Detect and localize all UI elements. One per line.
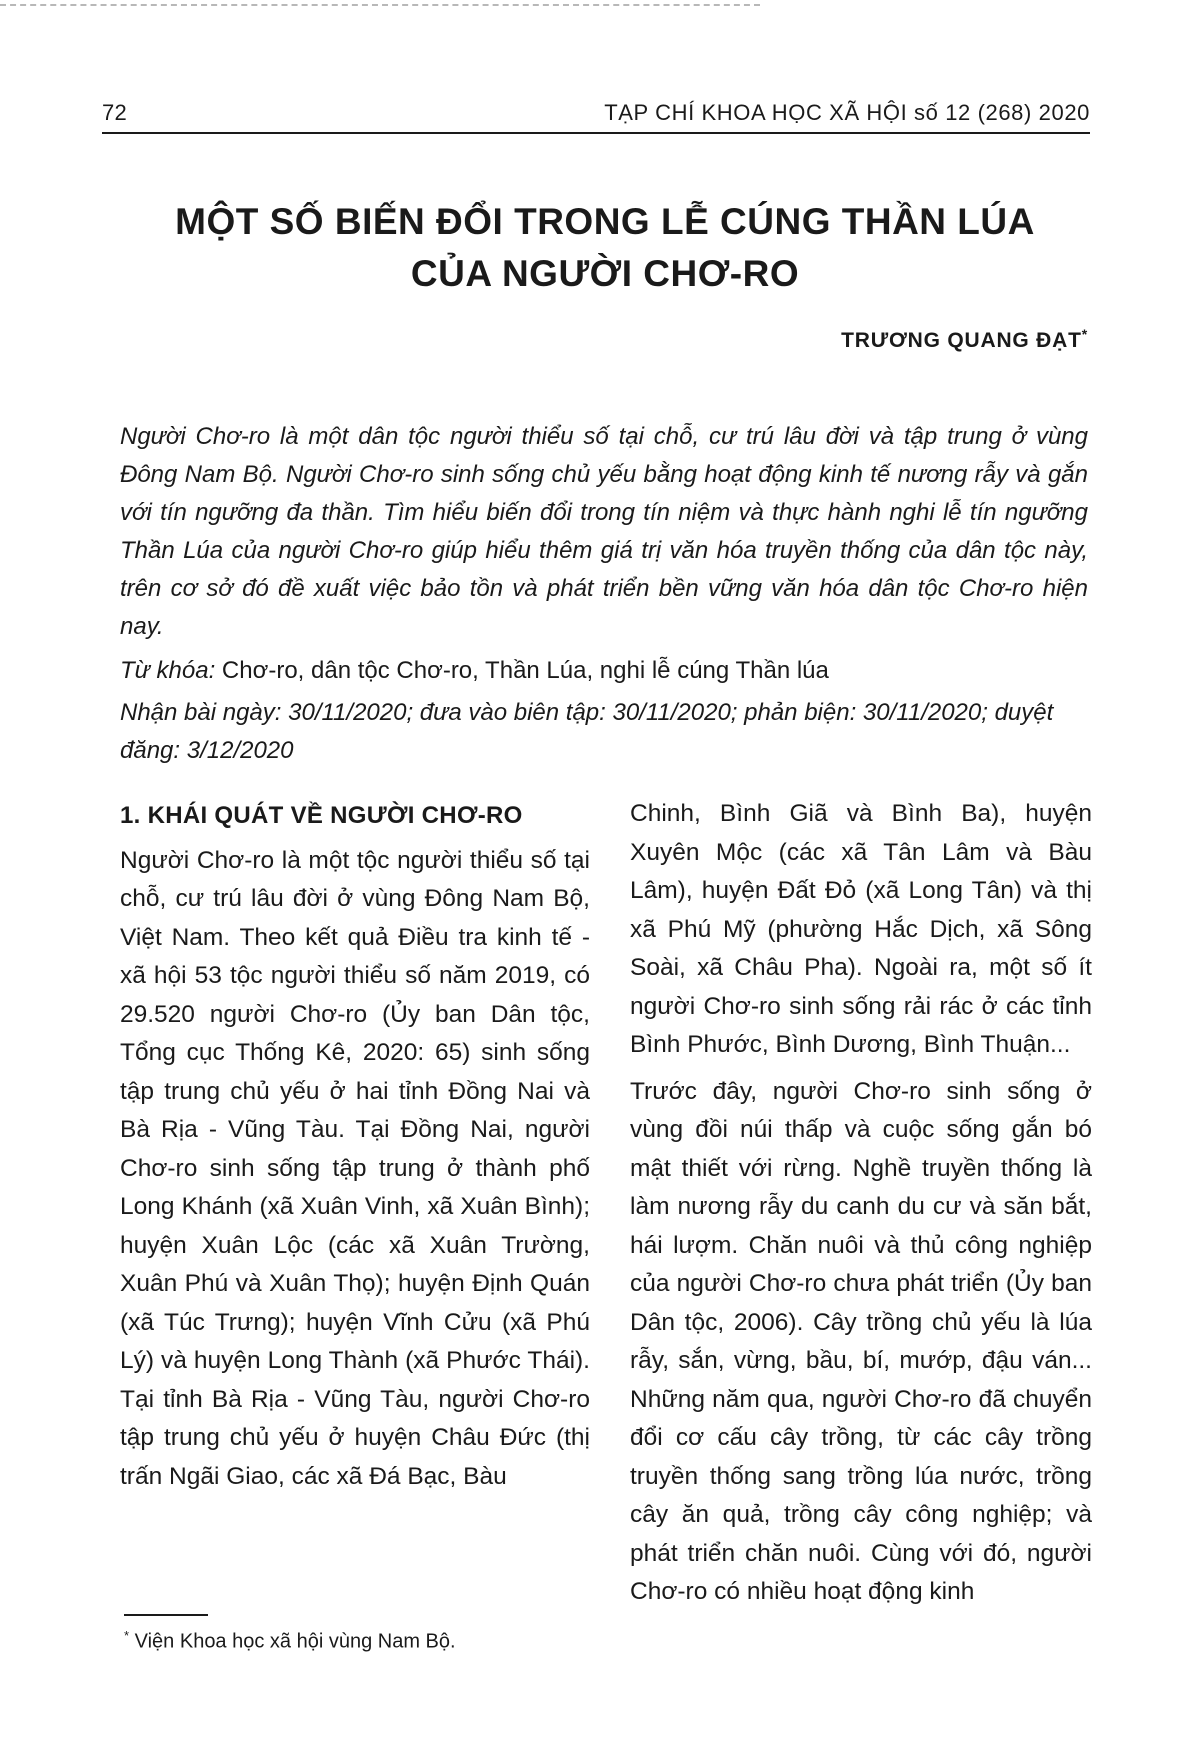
section-heading: 1. KHÁI QUÁT VỀ NGƯỜI CHƠ-RO — [120, 802, 523, 829]
title-line-1: MỘT SỐ BIẾN ĐỔI TRONG LỄ CÚNG THẦN LÚA — [175, 201, 1035, 242]
footnote-text: Viện Khoa học xã hội vùng Nam Bộ. — [134, 1630, 456, 1653]
scan-edge-dashes — [0, 4, 760, 6]
page-number: 72 — [102, 100, 128, 125]
author-name — [841, 326, 1088, 353]
body-paragraph: Chinh, Bình Giã và Bình Ba), huyện Xuyên Mộc (các xã Tân Lâm và Bàu Lâm), huyện Đất Đỏ (xã Long Tân) và thị xã Phú Mỹ (phường Hắc Dịch, xã Sông Soài, xã Châu Pha). Ngoài ra, một số ít người Chơ-ro sinh sống rải rác ở các tỉnh Bình Phước, Bình Dương, Bình Thuận... — [630, 800, 1092, 1058]
keywords — [120, 652, 1088, 690]
running-header — [102, 100, 1090, 126]
body-column-right — [630, 795, 1092, 1620]
journal-title: TẠP CHÍ KHOA HỌC XÃ HỘI số 12 (268) 2020 — [604, 100, 1090, 125]
body-column-left — [120, 797, 590, 1504]
footnote-rule — [124, 1614, 208, 1616]
footnote-mark: * — [124, 1628, 130, 1643]
submission-dates: Nhận bài ngày: 30/11/2020; đưa vào biên tập: 30/11/2020; phản biện: 30/11/2020; duyệt đăng: 3/12/2020 — [120, 699, 1054, 764]
abstract: Người Chơ-ro là một dân tộc người thiểu số tại chỗ, cư trú lâu đời và tập trung ở vùng Đông Nam Bộ. Người Chơ-ro sinh sống chủ yếu bằng hoạt động kinh tế nương rẫy và gắn với tín ngưỡng đa thần. Tìm hiểu biến đổi trong tín niệm và thực hành nghi lễ tín ngưỡng Thần Lúa của người Chơ-ro giúp hiểu thêm giá trị văn hóa truyền thống của dân tộc này, trên cơ sở đó đề xuất việc bảo tồn và phát triển bền vững văn hóa dân tộc Chơ-ro hiện nay. — [120, 423, 1088, 640]
title-line-2: CỦA NGƯỜI CHƠ-RO — [410, 252, 800, 294]
author-footnote-mark: * — [1081, 326, 1088, 342]
header-rule — [102, 132, 1090, 134]
body-paragraph: Người Chơ-ro là một tộc người thiểu số tại chỗ, cư trú lâu đời ở vùng Đông Nam Bộ, Việt Nam. Theo kết quả Điều tra kinh tế - xã hội 53 tộc người thiểu số năm 2019, có 29.520 người Chơ-ro (Ủy ban Dân tộc, Tổng cục Thống Kê, 2020: 65) sinh sống tập trung chủ yếu ở hai tỉnh Đồng Nai và Bà Rịa - Vũng Tàu. Tại Đồng Nai, người Chơ-ro sinh sống tập trung ở thành phố Long Khánh (xã Xuân Vinh, xã Xuân Bình); huyện Xuân Lộc (các xã Xuân Trường, Xuân Phú và Xuân Thọ); huyện Định Quán (xã Túc Trưng); huyện Vĩnh Cửu (xã Phú Lý) và huyện Long Thành (xã Phước Thái). Tại tỉnh Bà Rịa - Vũng Tàu, người Chơ-ro tập trung chủ yếu ở huyện Châu Đức (thị trấn Ngãi Giao, các xã Đá Bạc, Bàu — [120, 846, 590, 1490]
keywords-label: Từ khóa: — [120, 657, 216, 684]
author-text: TRƯƠNG QUANG ĐẠT — [841, 329, 1082, 352]
article-title — [120, 196, 1090, 300]
body-paragraph: Trước đây, người Chơ-ro sinh sống ở vùng đồi núi thấp và cuộc sống gắn bó mật thiết với rừng. Nghề truyền thống là làm nương rẫy du canh du cư và săn bắt, hái lượm. Chăn nuôi và thủ công nghiệp của người Chơ-ro chưa phát triển (Ủy ban Dân tộc, 2006). Cây trồng chủ yếu là lúa rẫy, sắn, vừng, bầu, bí, mướp, đậu ván... Những năm qua, người Chơ-ro đã chuyển đổi cơ cấu cây trồng, từ các cây trồng truyền thống sang trồng lúa nước, trồng cây ăn quả, trồng cây công nghiệp; và phát triển chăn nuôi. Cùng với đó, người Chơ-ro có nhiều hoạt động kinh — [630, 1077, 1092, 1605]
footnote — [124, 1628, 456, 1654]
keywords-text: Chơ-ro, dân tộc Chơ-ro, Thần Lúa, nghi lễ cúng Thần lúa — [221, 657, 829, 684]
